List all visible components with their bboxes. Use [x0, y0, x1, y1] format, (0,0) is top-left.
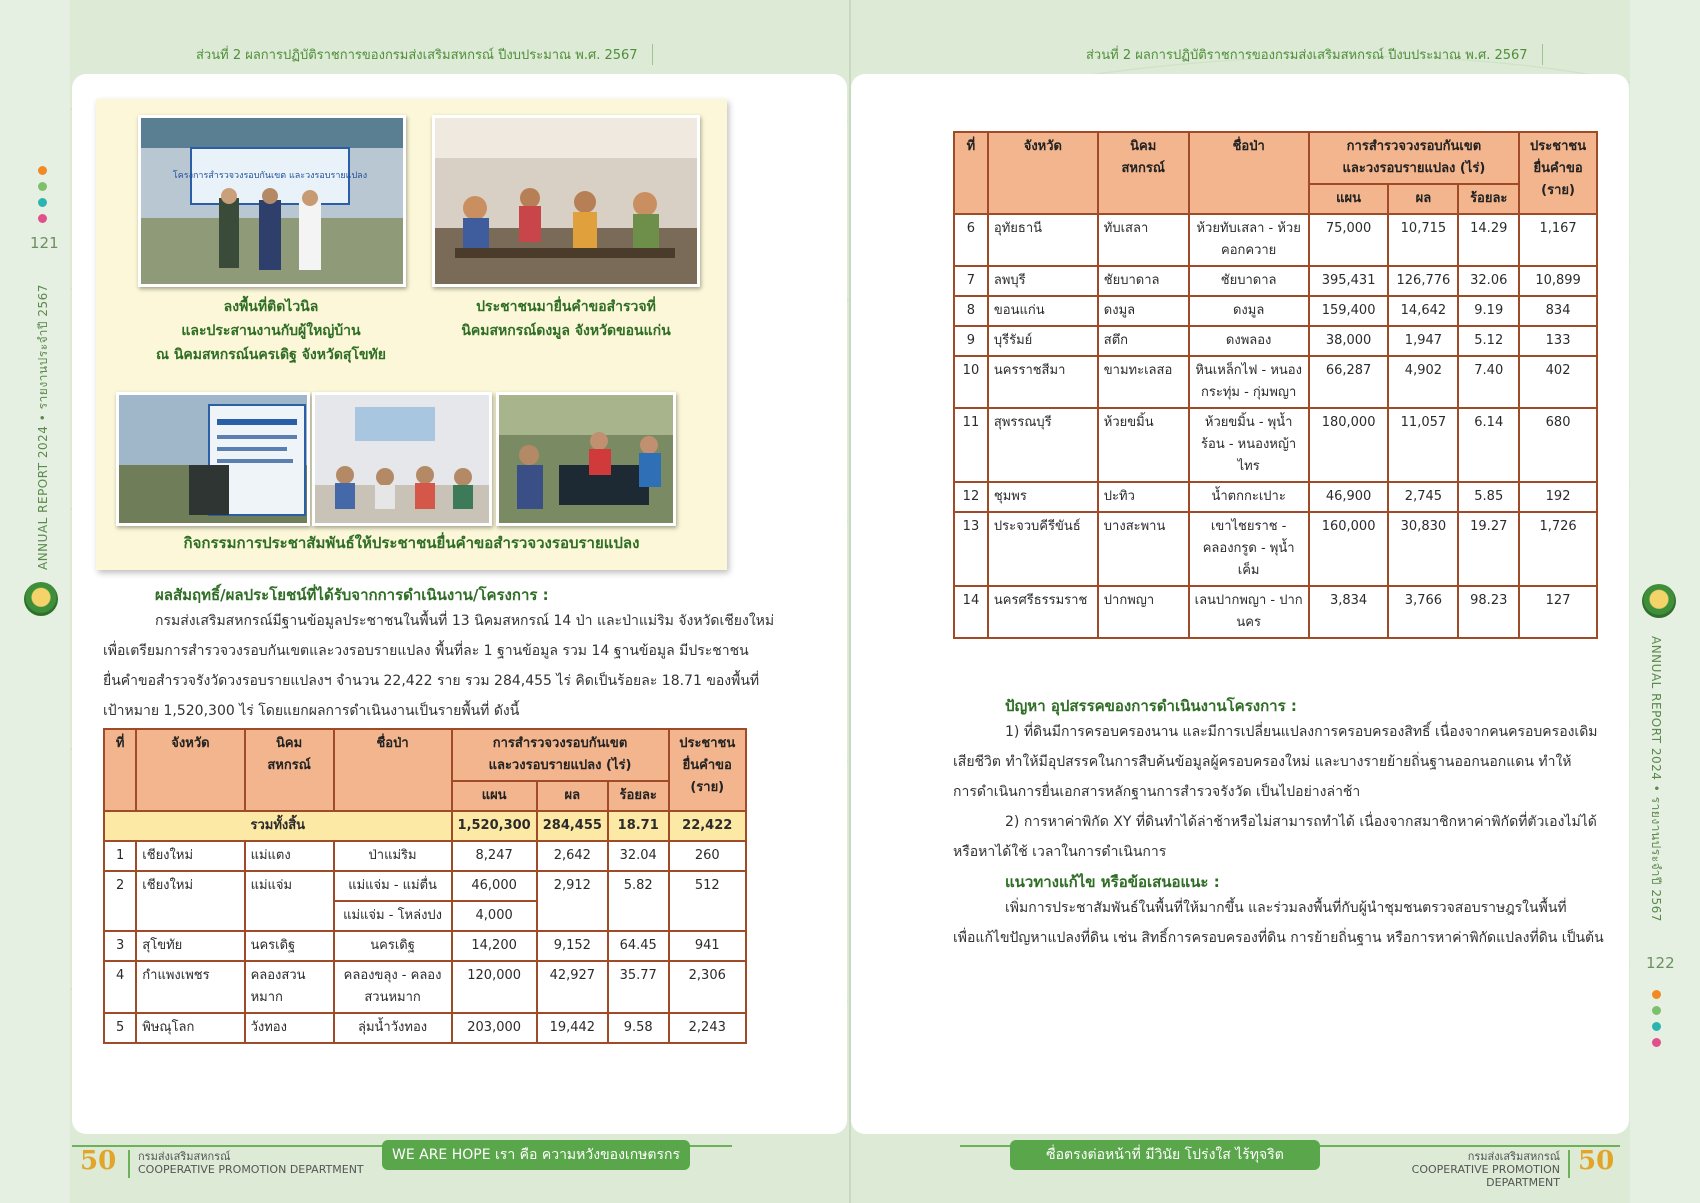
cell-province: เชียงใหม่ [136, 841, 244, 871]
table-total-row [104, 811, 746, 841]
cell-settlement: แม่แตง [245, 841, 334, 871]
problems-line: หรือหาได้ใช้ เวลาในการดำเนินการ [953, 844, 1167, 860]
caption-2-line: นิคมสหกรณ์ดงมูล จังหวัดขอนแก่น [461, 323, 671, 339]
cell-province: กำแพงเพชร [136, 961, 244, 1013]
header-settlement: นิคม สหกรณ์ [245, 729, 334, 811]
table-row [954, 512, 1597, 586]
header-no: ที่ [954, 132, 988, 214]
table-row [954, 482, 1597, 512]
cell-applicants: 402 [1519, 356, 1597, 408]
cell-forest: เลนปากพญา - ปากนคร [1189, 586, 1309, 638]
cell-applicants: 2,243 [669, 1013, 747, 1043]
cell-applicants: 192 [1519, 482, 1597, 512]
caption-2 [416, 295, 716, 343]
cell-result: 2,912 [537, 871, 608, 931]
photo-vinyl-banner [116, 392, 310, 526]
solutions-paragraph [953, 893, 1604, 953]
cell-result: 42,927 [537, 961, 608, 1013]
cell-no: 7 [954, 266, 988, 296]
cell-province: บุรีรัมย์ [988, 326, 1098, 356]
cell-forest: แม่แจ่ม - แม่ตื่น [334, 871, 452, 901]
results-paragraph [103, 606, 775, 726]
results-line: เป้าหมาย 1,520,300 ไร่ โดยแยกผลการดำเนินงานเป็นรายพื้นที่ ดังนี้ [103, 703, 520, 719]
running-head-left: ส่วนที่ 2 ผลการปฏิบัติราชการของกรมส่งเสริมสหกรณ์ ปีงบประมาณ พ.ศ. 2567 [196, 44, 653, 65]
results-line: เพื่อเตรียมการสำรวจวงรอบกันเขตและวงรอบรายแปลง พื้นที่ละ 1 ฐานข้อมูล รวม 14 ฐานข้อมูล มีประชาชน [103, 643, 749, 659]
cell-result: 4,902 [1388, 356, 1458, 408]
cell-applicants: 941 [669, 931, 747, 961]
problems-line: 2) การหาค่าพิกัด XY ที่ดินทำได้ล่าช้าหรือไม่สามารถทำได้ เนื่องจากสมาชิกหาค่าพิกัดที่ตัวเองไม่ได้ [1005, 814, 1597, 830]
cell-applicants: 127 [1519, 586, 1597, 638]
problems-line: 1) ที่ดินมีการครอบครองนาน และมีการเปลี่ยนแปลงการครอบครองสิทธิ์ เนื่องจากคนครอบครองเดิม [1005, 724, 1598, 740]
side-label-left: ANNUAL REPORT 2024 • รายงานประจำปี 2567 [36, 284, 50, 570]
photo-meeting-room [312, 392, 492, 526]
caption-3: กิจกรรมการประชาสัมพันธ์ให้ประชาชนยื่นคำขอสำรวจวงรอบรายแปลง [183, 534, 640, 552]
solutions-title: แนวทางแก้ไข หรือข้อเสนอแนะ : [1005, 873, 1220, 891]
header-result: ผล [537, 781, 608, 811]
total-plan: 1,520,300 [452, 811, 537, 841]
cell-plan: 180,000 [1309, 408, 1389, 482]
total-percent: 18.71 [608, 811, 669, 841]
cell-no: 14 [954, 586, 988, 638]
header-percent: ร้อยละ [608, 781, 669, 811]
cell-forest: ห้วยทับเสลา - ห้วยคอกควาย [1189, 214, 1309, 266]
cell-percent: 5.82 [608, 871, 669, 931]
cell-result: 3,766 [1388, 586, 1458, 638]
color-dots-right [1652, 990, 1661, 1047]
photo-banner-site [138, 115, 406, 287]
cell-percent: 32.04 [608, 841, 669, 871]
cell-settlement: ดงมูล [1098, 296, 1189, 326]
photo-document-check [496, 392, 676, 526]
solutions-line: เพิ่มการประชาสัมพันธ์ในพื้นที่ให้มากขึ้น และร่วมลงพื้นที่กับผู้นำชุมชนตรวจสอบราษฎรในพื้นที่ [1005, 900, 1567, 916]
cell-forest: นครเดิฐ [334, 931, 452, 961]
cell-plan: 8,247 [452, 841, 537, 871]
results-line: กรมส่งเสริมสหกรณ์มีฐานข้อมูลประชาชนในพื้นที่ 13 นิคมสหกรณ์ 14 ป่า และป่าแม่ริม จังหวัดเชียงใหม่ [155, 613, 775, 629]
cell-settlement: นครเดิฐ [245, 931, 334, 961]
cell-percent: 35.77 [608, 961, 669, 1013]
slogan-right: ซื่อตรงต่อหน้าที่ มีวินัย โปร่งใส ไร้ทุจริต [1010, 1140, 1320, 1170]
caption-2-line: ประชาชนมายื่นคำขอสำรวจที่ [476, 299, 656, 315]
cell-percent: 9.19 [1458, 296, 1519, 326]
cell-no: 8 [954, 296, 988, 326]
cell-forest: หินเหล็กไฟ - หนองกระทุ่ม - กุ่มพญา [1189, 356, 1309, 408]
cell-percent: 19.27 [1458, 512, 1519, 586]
header-province: จังหวัด [988, 132, 1098, 214]
problems-line: การดำเนินการยื่นเอกสารหลักฐานการสำรวจรังวัด เป็นไปอย่างล่าช้า [953, 784, 1361, 800]
caption-1-line: ณ นิคมสหกรณ์นครเดิฐ จังหวัดสุโขทัย [155, 347, 386, 363]
cell-percent: 98.23 [1458, 586, 1519, 638]
running-head-right: ส่วนที่ 2 ผลการปฏิบัติราชการของกรมส่งเสริมสหกรณ์ ปีงบประมาณ พ.ศ. 2567 [1086, 44, 1543, 65]
header-result: ผล [1388, 184, 1458, 214]
cell-no: 11 [954, 408, 988, 482]
cell-percent: 7.40 [1458, 356, 1519, 408]
cell-settlement: ขามทะเลสอ [1098, 356, 1189, 408]
cell-result: 2,642 [537, 841, 608, 871]
cell-result: 11,057 [1388, 408, 1458, 482]
results-table-left [103, 728, 747, 1044]
cell-applicants: 1,726 [1519, 512, 1597, 586]
cell-settlement: วังทอง [245, 1013, 334, 1043]
caption-1-line: ลงพื้นที่ติดไวนิล [223, 299, 319, 315]
cell-plan: 66,287 [1309, 356, 1389, 408]
cell-plan: 395,431 [1309, 266, 1389, 296]
dept-name-left: กรมส่งเสริมสหกรณ์ COOPERATIVE PROMOTION DEPARTMENT [138, 1150, 364, 1176]
header-forest: ชื่อป่า [1189, 132, 1309, 214]
cell-no: 6 [954, 214, 988, 266]
cell-applicants: 2,306 [669, 961, 747, 1013]
cell-applicants: 1,167 [1519, 214, 1597, 266]
cell-no: 12 [954, 482, 988, 512]
page-number-right: 122 [1646, 954, 1675, 972]
cell-province: อุทัยธานี [988, 214, 1098, 266]
cell-result: 14,642 [1388, 296, 1458, 326]
cell-percent: 6.14 [1458, 408, 1519, 482]
table-row [954, 326, 1597, 356]
results-title: ผลสัมฤทธิ์/ผลประโยชน์ที่ได้รับจากการดำเนินงาน/โครงการ : [155, 586, 549, 604]
cell-applicants: 260 [669, 841, 747, 871]
footer-divider [128, 1150, 130, 1178]
cell-settlement: ปะทิว [1098, 482, 1189, 512]
anniversary-50-logo-icon: 50 [80, 1146, 117, 1176]
cell-forest: ดงมูล [1189, 296, 1309, 326]
cell-no: 3 [104, 931, 136, 961]
table-row [104, 961, 746, 1013]
cell-settlement: ปากพญา [1098, 586, 1189, 638]
cell-province: ชุมพร [988, 482, 1098, 512]
cell-plan: 46,000 [452, 871, 537, 901]
photo-panel [96, 99, 727, 570]
cell-plan: 75,000 [1309, 214, 1389, 266]
cell-no: 13 [954, 512, 988, 586]
problems-paragraph [953, 717, 1598, 867]
cell-plan: 159,400 [1309, 296, 1389, 326]
header-survey: การสำรวจวงรอบกันเขต และวงรอบรายแปลง (ไร่) [452, 729, 669, 781]
problems-title: ปัญหา อุปสรรคของการดำเนินงานโครงการ : [1005, 697, 1297, 715]
footer-divider [1568, 1150, 1570, 1178]
cell-province: ประจวบคีรีขันธ์ [988, 512, 1098, 586]
cell-province: นครศรีธรรมราช [988, 586, 1098, 638]
cell-applicants: 680 [1519, 408, 1597, 482]
book-spine [849, 0, 851, 1203]
results-table-right [953, 131, 1598, 639]
color-dots-left [38, 166, 47, 223]
cell-plan: 3,834 [1309, 586, 1389, 638]
header-percent: ร้อยละ [1458, 184, 1519, 214]
cell-percent: 9.58 [608, 1013, 669, 1043]
total-applicants: 22,422 [669, 811, 747, 841]
table-row [104, 871, 746, 901]
page-number-left: 121 [30, 234, 59, 252]
cell-forest: ชัยบาดาล [1189, 266, 1309, 296]
department-seal-icon [1642, 584, 1676, 618]
cell-province: สุโขทัย [136, 931, 244, 961]
cell-result: 2,745 [1388, 482, 1458, 512]
cell-province: นครราชสีมา [988, 356, 1098, 408]
caption-1-line: และประสานงานกับผู้ใหญ่บ้าน [181, 323, 361, 339]
header-applicants: ประชาชน ยื่นคำขอ (ราย) [669, 729, 747, 811]
header-forest: ชื่อป่า [334, 729, 452, 811]
cell-settlement: ห้วยขมิ้น [1098, 408, 1189, 482]
cell-no: 2 [104, 871, 136, 931]
cell-province: เชียงใหม่ [136, 871, 244, 931]
cell-forest: ห้วยขมิ้น - พุน้ำร้อน - หนองหญ้าไทร [1189, 408, 1309, 482]
cell-plan: 14,200 [452, 931, 537, 961]
table-row [954, 266, 1597, 296]
cell-forest: ดงพลอง [1189, 326, 1309, 356]
cell-settlement: แม่แจ่ม [245, 871, 334, 931]
cell-result: 126,776 [1388, 266, 1458, 296]
cell-no: 5 [104, 1013, 136, 1043]
table-row [954, 356, 1597, 408]
cell-plan: 160,000 [1309, 512, 1389, 586]
cell-settlement: สตึก [1098, 326, 1189, 356]
solutions-line: เพื่อแก้ไขปัญหาแปลงที่ดิน เช่น สิทธิ์การครอบครองที่ดิน การย้ายถิ่นฐาน หรือการหาค่าพิกัดแปลงที่ดิน เป็นต้น [953, 930, 1604, 946]
cell-applicants: 133 [1519, 326, 1597, 356]
header-province: จังหวัด [136, 729, 244, 811]
cell-forest: แม่แจ่ม - โหล่งปง [334, 901, 452, 931]
table-row [104, 841, 746, 871]
caption-1 [116, 295, 426, 367]
table-row [954, 296, 1597, 326]
cell-settlement: ชัยบาดาล [1098, 266, 1189, 296]
banner-text: โครงการสำรวจวงรอบกันเขต และวงรอบรายแปลง [172, 171, 368, 181]
cell-percent: 32.06 [1458, 266, 1519, 296]
cell-no: 10 [954, 356, 988, 408]
cell-forest: คลองขลุง - คลองสวนหมาก [334, 961, 452, 1013]
cell-plan: 120,000 [452, 961, 537, 1013]
cell-percent: 5.85 [1458, 482, 1519, 512]
results-line: ยื่นคำขอสำรวจรังวัดวงรอบรายแปลงฯ จำนวน 22,422 ราย รวม 284,455 ไร่ คิดเป็นร้อยละ 18.71 ของพื้นที่ [103, 673, 760, 689]
cell-result: 1,947 [1388, 326, 1458, 356]
slogan-left: WE ARE HOPE เรา คือ ความหวังของเกษตรกร [382, 1140, 690, 1170]
cell-forest: น้ำตกกะเปาะ [1189, 482, 1309, 512]
cell-province: พิษณุโลก [136, 1013, 244, 1043]
cell-result: 30,830 [1388, 512, 1458, 586]
table-row [954, 214, 1597, 266]
cell-plan: 4,000 [452, 901, 537, 931]
cell-settlement: บางสะพาน [1098, 512, 1189, 586]
cell-applicants: 512 [669, 871, 747, 931]
total-result: 284,455 [537, 811, 608, 841]
cell-percent: 64.45 [608, 931, 669, 961]
cell-applicants: 834 [1519, 296, 1597, 326]
header-settlement: นิคม สหกรณ์ [1098, 132, 1189, 214]
header-plan: แผน [1309, 184, 1389, 214]
table-row [104, 1013, 746, 1043]
header-survey: การสำรวจวงรอบกันเขต และวงรอบรายแปลง (ไร่) [1309, 132, 1519, 184]
table-row [104, 931, 746, 961]
table-row [954, 408, 1597, 482]
photo-registration-hall [432, 115, 700, 287]
cell-result: 9,152 [537, 931, 608, 961]
header-applicants: ประชาชน ยื่นคำขอ (ราย) [1519, 132, 1597, 214]
cell-plan: 46,900 [1309, 482, 1389, 512]
department-seal-icon [24, 582, 58, 616]
cell-no: 9 [954, 326, 988, 356]
header-plan: แผน [452, 781, 537, 811]
cell-no: 1 [104, 841, 136, 871]
cell-applicants: 10,899 [1519, 266, 1597, 296]
anniversary-50-logo-icon: 50 [1578, 1146, 1615, 1176]
cell-forest: ลุ่มน้ำวังทอง [334, 1013, 452, 1043]
cell-result: 19,442 [537, 1013, 608, 1043]
cell-plan: 203,000 [452, 1013, 537, 1043]
cell-province: ขอนแก่น [988, 296, 1098, 326]
cell-plan: 38,000 [1309, 326, 1389, 356]
cell-percent: 14.29 [1458, 214, 1519, 266]
cell-no: 4 [104, 961, 136, 1013]
cell-result: 10,715 [1388, 214, 1458, 266]
cell-province: สุพรรณบุรี [988, 408, 1098, 482]
header-no: ที่ [104, 729, 136, 811]
table-row [954, 586, 1597, 638]
cell-province: ลพบุรี [988, 266, 1098, 296]
cell-forest: ป่าแม่ริม [334, 841, 452, 871]
total-label: รวมทั้งสิ้น [104, 811, 452, 841]
dept-name-right: กรมส่งเสริมสหกรณ์ COOPERATIVE PROMOTION DEPARTMENT [1411, 1150, 1560, 1189]
side-label-right: ANNUAL REPORT 2024 • รายงานประจำปี 2567 [1649, 636, 1663, 922]
cell-forest: เขาไชยราช - คลองกรูด - พุน้ำเค็ม [1189, 512, 1309, 586]
problems-line: เสียชีวิต ทำให้มีอุปสรรคในการสืบค้นข้อมูลผู้ครอบครองใหม่ และบางรายย้ายถิ่นฐานออกนอกแดน ทำให้ [953, 754, 1572, 770]
cell-settlement: ทับเสลา [1098, 214, 1189, 266]
cell-percent: 5.12 [1458, 326, 1519, 356]
cell-settlement: คลองสวน หมาก [245, 961, 334, 1013]
